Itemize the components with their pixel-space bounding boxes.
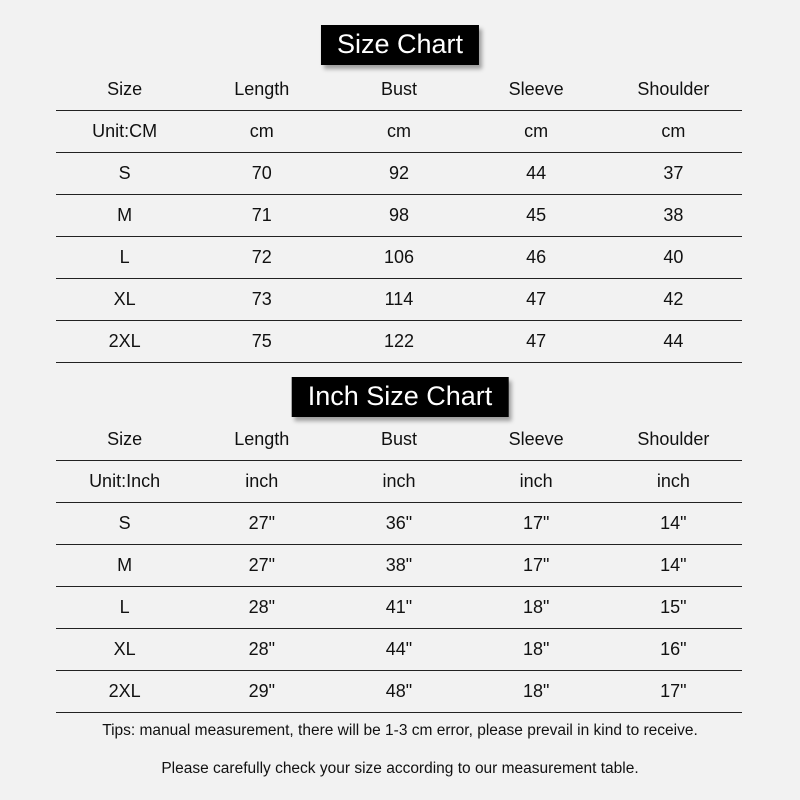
table-cell: 44" bbox=[330, 629, 467, 671]
column-header: Sleeve bbox=[468, 69, 605, 111]
size-row bbox=[56, 503, 742, 545]
table-cell: 27" bbox=[193, 545, 330, 587]
table-cell: 72 bbox=[193, 237, 330, 279]
size-row bbox=[56, 545, 742, 587]
inch-chart-title: Inch Size Chart bbox=[292, 377, 509, 417]
table-cell: 17" bbox=[605, 671, 742, 713]
table-cell: 46 bbox=[468, 237, 605, 279]
size-row bbox=[56, 321, 742, 363]
table-cell: 38 bbox=[605, 195, 742, 237]
table-cell: 44 bbox=[468, 153, 605, 195]
table-cell: 92 bbox=[330, 153, 467, 195]
table-cell: S bbox=[56, 503, 193, 545]
table-cell: 114 bbox=[330, 279, 467, 321]
size-row bbox=[56, 153, 742, 195]
table-cell: cm bbox=[605, 111, 742, 153]
table-cell: 18" bbox=[468, 629, 605, 671]
table-cell: inch bbox=[330, 461, 467, 503]
table-cell: 14" bbox=[605, 503, 742, 545]
table-cell: 16" bbox=[605, 629, 742, 671]
table-cell: 42 bbox=[605, 279, 742, 321]
table-cell: M bbox=[56, 195, 193, 237]
table-cell: M bbox=[56, 545, 193, 587]
table-cell: 98 bbox=[330, 195, 467, 237]
column-header: Shoulder bbox=[605, 419, 742, 461]
cm-size-table bbox=[56, 69, 742, 363]
table-cell: inch bbox=[468, 461, 605, 503]
column-header: Size bbox=[56, 69, 193, 111]
header-row bbox=[56, 69, 742, 111]
table-cell: 48" bbox=[330, 671, 467, 713]
table-cell: cm bbox=[193, 111, 330, 153]
size-row bbox=[56, 195, 742, 237]
table-cell: 28" bbox=[193, 587, 330, 629]
table-cell: 36" bbox=[330, 503, 467, 545]
table-cell: 2XL bbox=[56, 671, 193, 713]
check-size-note: Please carefully check your size according to our measurement table. bbox=[161, 760, 639, 777]
inch-size-table-body bbox=[56, 419, 742, 713]
table-cell: 45 bbox=[468, 195, 605, 237]
measurement-tip: Tips: manual measurement, there will be 1-3 cm error, please prevail in kind to receive. bbox=[102, 722, 698, 739]
inch-size-table bbox=[56, 419, 742, 713]
unit-row bbox=[56, 111, 742, 153]
table-cell: cm bbox=[330, 111, 467, 153]
cm-chart-title: Size Chart bbox=[321, 25, 479, 65]
table-cell: 17" bbox=[468, 545, 605, 587]
table-cell: 28" bbox=[193, 629, 330, 671]
table-cell: 38" bbox=[330, 545, 467, 587]
table-cell: L bbox=[56, 237, 193, 279]
table-cell: inch bbox=[605, 461, 742, 503]
column-header: Bust bbox=[330, 69, 467, 111]
table-cell: 15" bbox=[605, 587, 742, 629]
table-cell: 18" bbox=[468, 671, 605, 713]
table-cell: 17" bbox=[468, 503, 605, 545]
table-cell: 47 bbox=[468, 279, 605, 321]
column-header: Size bbox=[56, 419, 193, 461]
table-cell: XL bbox=[56, 629, 193, 671]
unit-row bbox=[56, 461, 742, 503]
size-row bbox=[56, 279, 742, 321]
cm-size-table-body bbox=[56, 69, 742, 363]
table-cell: 27" bbox=[193, 503, 330, 545]
table-cell: XL bbox=[56, 279, 193, 321]
table-cell: Unit:Inch bbox=[56, 461, 193, 503]
table-cell: L bbox=[56, 587, 193, 629]
table-cell: inch bbox=[193, 461, 330, 503]
table-cell: 29" bbox=[193, 671, 330, 713]
table-cell: 70 bbox=[193, 153, 330, 195]
table-cell: 14" bbox=[605, 545, 742, 587]
table-cell: 2XL bbox=[56, 321, 193, 363]
table-cell: 37 bbox=[605, 153, 742, 195]
table-cell: 18" bbox=[468, 587, 605, 629]
table-cell: 71 bbox=[193, 195, 330, 237]
column-header: Sleeve bbox=[468, 419, 605, 461]
table-cell: 122 bbox=[330, 321, 467, 363]
header-row bbox=[56, 419, 742, 461]
table-cell: 41" bbox=[330, 587, 467, 629]
column-header: Length bbox=[193, 69, 330, 111]
table-cell: 75 bbox=[193, 321, 330, 363]
table-cell: 47 bbox=[468, 321, 605, 363]
column-header: Bust bbox=[330, 419, 467, 461]
size-row bbox=[56, 237, 742, 279]
table-cell: S bbox=[56, 153, 193, 195]
table-cell: 44 bbox=[605, 321, 742, 363]
column-header: Length bbox=[193, 419, 330, 461]
table-cell: Unit:CM bbox=[56, 111, 193, 153]
table-cell: 40 bbox=[605, 237, 742, 279]
table-cell: cm bbox=[468, 111, 605, 153]
table-cell: 73 bbox=[193, 279, 330, 321]
size-row bbox=[56, 671, 742, 713]
table-cell: 106 bbox=[330, 237, 467, 279]
size-row bbox=[56, 587, 742, 629]
size-row bbox=[56, 629, 742, 671]
column-header: Shoulder bbox=[605, 69, 742, 111]
